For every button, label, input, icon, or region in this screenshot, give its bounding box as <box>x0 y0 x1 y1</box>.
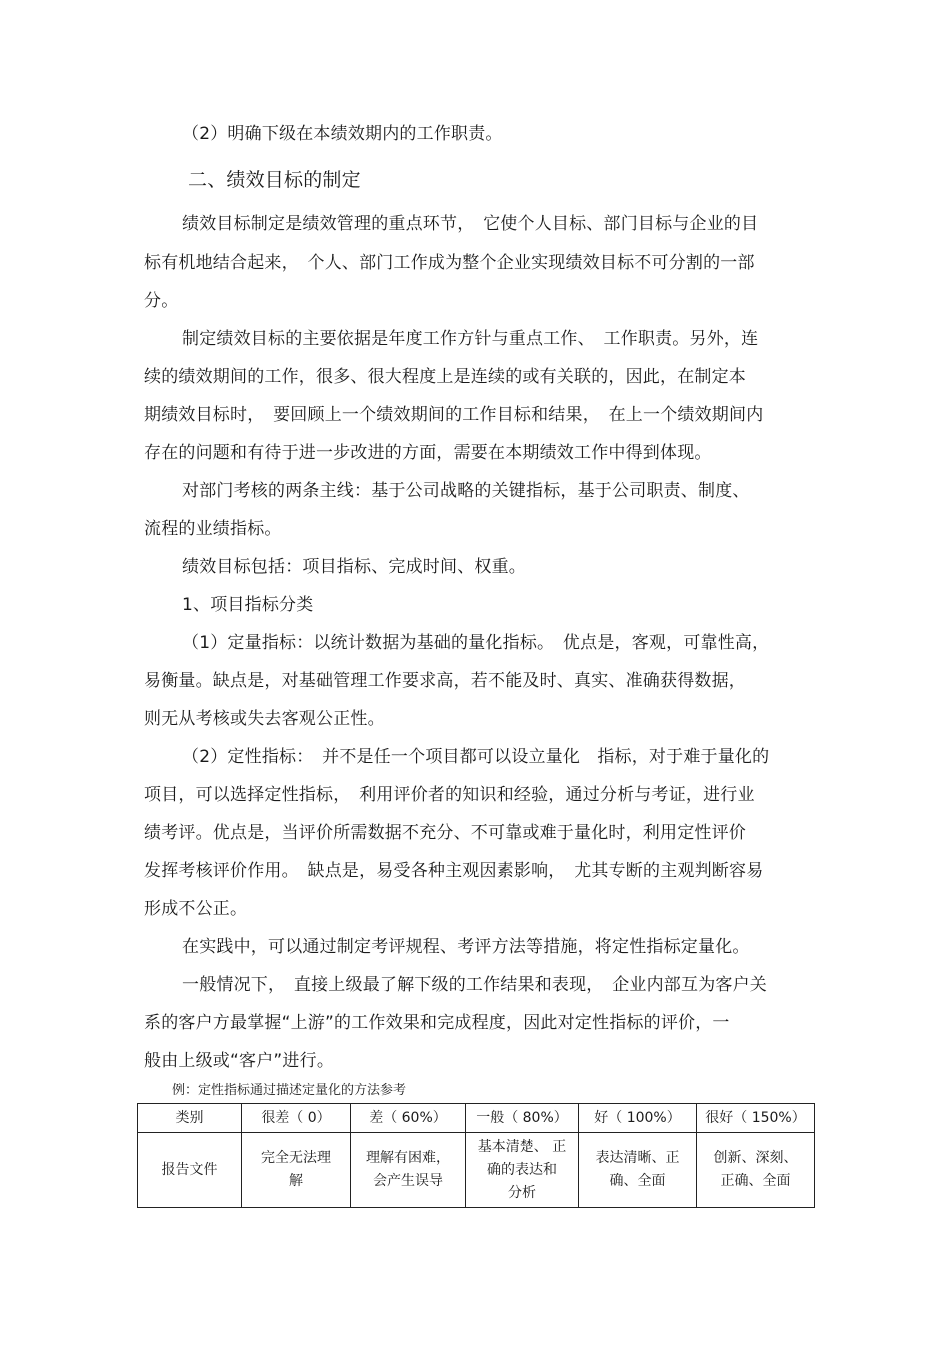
paragraph-line: 绩效目标制定是绩效管理的重点环节， 它使个人目标、部门目标与企业的目 <box>182 214 759 234</box>
paragraph-line: 分。 <box>144 291 179 311</box>
paragraph-line: 系的客户方最掌握“上游”的工作效果和完成程度，因此对定性指标的评价，一 <box>144 1013 730 1033</box>
header-cell-category: 类别 <box>138 1104 242 1133</box>
paragraph-line: 流程的业绩指标。 <box>144 519 282 539</box>
paragraph-line: 般由上级或“客户”进行。 <box>144 1051 335 1071</box>
table-cell: 创新、深刻、 正确、全面 <box>697 1133 815 1208</box>
paragraph-line: 对部门考核的两条主线：基于公司战略的关键指标，基于公司职责、制度、 <box>182 481 750 501</box>
paragraph-line: 期绩效目标时， 要回顾上一个绩效期间的工作目标和结果， 在上一个绩效期间内 <box>144 405 764 425</box>
table-caption: 例：定性指标通过描述定量化的方法参考 <box>172 1083 407 1098</box>
paragraph-line: 绩效目标包括：项目指标、完成时间、权重。 <box>182 557 526 577</box>
grading-table <box>137 1103 815 1208</box>
paragraph-line: 形成不公正。 <box>144 899 248 919</box>
table-cell: 理解有困难， 会产生误导 <box>351 1133 466 1208</box>
paragraph-line: （1）定量指标：以统计数据为基础的量化指标。 优点是，客观，可靠性高， <box>182 633 770 653</box>
paragraph-line: 续的绩效期间的工作，很多、很大程度上是连续的或有关联的，因此，在制定本 <box>144 367 746 387</box>
paragraph-line: 标有机地结合起来， 个人、部门工作成为整个企业实现绩效目标不可分割的一部 <box>144 253 755 273</box>
table-cell: 基本清楚、 正 确的表达和 分析 <box>466 1133 579 1208</box>
paragraph-line: 则无从考核或失去客观公正性。 <box>144 709 385 729</box>
paragraph-line: 一般情况下， 直接上级最了解下级的工作结果和表现， 企业内部互为客户关 <box>182 975 767 995</box>
paragraph-line: 项目，可以选择定性指标， 利用评价者的知识和经验，通过分析与考证，进行业 <box>144 785 755 805</box>
paragraph-line: （2）定性指标： 并不是任一个项目都可以设立量化 指标，对于难于量化的 <box>182 747 770 767</box>
table-header-row <box>138 1104 815 1133</box>
paragraph-line: 发挥考核评价作用。 缺点是，易受各种主观因素影响， 尤其专断的主观判断容易 <box>144 861 764 881</box>
header-cell-good: 好（ 100%） <box>579 1104 697 1133</box>
paragraph-line: 易衡量。缺点是，对基础管理工作要求高，若不能及时、真实、准确获得数据， <box>144 671 746 691</box>
paragraph-line: （2）明确下级在本绩效期内的工作职责。 <box>182 124 503 144</box>
header-cell-poor: 差（ 60%） <box>351 1104 466 1133</box>
header-cell-very-good: 很好（ 150%） <box>697 1104 815 1133</box>
section-heading: 二、绩效目标的制定 <box>188 169 361 191</box>
table-row <box>138 1133 815 1208</box>
table-cell: 报告文件 <box>138 1133 242 1208</box>
paragraph-line: 在实践中，可以通过制定考评规程、考评方法等措施，将定性指标定量化。 <box>182 937 750 957</box>
paragraph-line: 制定绩效目标的主要依据是年度工作方针与重点工作、 工作职责。另外，连 <box>182 329 759 349</box>
paragraph-line: 存在的问题和有待于进一步改进的方面，需要在本期绩效工作中得到体现。 <box>144 443 712 463</box>
paragraph-line: 绩考评。优点是，当评价所需数据不充分、不可靠或难于量化时，利用定性评价 <box>144 823 746 843</box>
table-cell: 完全无法理 解 <box>242 1133 351 1208</box>
table-cell: 表达清晰、正 确、全面 <box>579 1133 697 1208</box>
header-cell-very-poor: 很差（ 0） <box>242 1104 351 1133</box>
header-cell-average: 一般（ 80%） <box>466 1104 579 1133</box>
subsection-heading: 1、项目指标分类 <box>182 595 314 615</box>
